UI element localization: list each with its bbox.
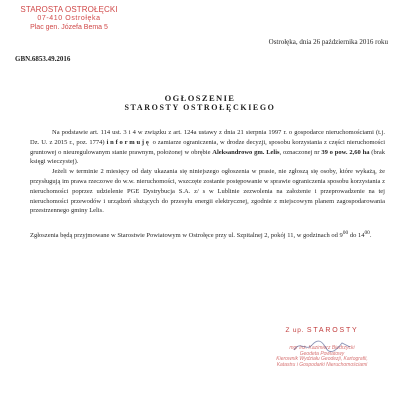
signatory-department-2: Katastru i Gospodarki Nieruchomościami [276, 361, 368, 368]
signatory-role: Geodeta Powiatowy [299, 350, 345, 357]
paragraph-submissions [30, 229, 385, 241]
signature-stamp-title: STAROSTY [306, 327, 359, 334]
hour-end-minutes: 00 [364, 230, 370, 237]
land-register-note: (brak księgi wieczystej). [30, 148, 385, 166]
office-header-stamp [4, 5, 134, 32]
parcel-number-area: 39 o pow. 2,60 ha [321, 148, 370, 156]
stamp-postal-city: 07-410 Ostrołęka [37, 15, 101, 22]
hour-start-minutes: 00 [342, 230, 349, 237]
submissions-text: Zgłoszenia będą przyjmowane w Starostwie Powiatowym w Ostrołęce przy ul. Szpitalnej 2, pokój 11, w godzinach od 9 [30, 232, 343, 240]
signature-stamp-prefix: Z up. [285, 327, 305, 334]
reference-number: GBN.6853.49.2016 [15, 55, 71, 63]
title-line-1: OGŁOSZENIE [164, 93, 236, 103]
document-title [0, 93, 400, 113]
signature-stamp-heading [262, 327, 382, 334]
paragraph-deadline: Jeżeli w terminie 2 miesięcy od daty ukazania się niniejszego ogłoszenia w prasie, nie zgłoszą się osoby, które wykażą, że przysługują im prawa rzeczowe do w.w. nieruchomości, wszczęte zostanie postępowanie w sprawie ograniczenia sposobu korzystania z nieruchomości poprzez udzielenie PGE Dystrybucja S.A. z/ s w Lublinie zezwolenia na założenie i przeprowadzenie na tej nieruchomości przewodów i urządzeń służących do przesyłu energii elektrycznej, zgodnie z miejscowym planem zagospodarowania przestrzennego gminy Lelis. [30, 168, 385, 215]
paragraph-legal-basis [30, 128, 385, 167]
stamp-office-name: STAROSTA OSTROŁĘCKI [20, 5, 118, 14]
title-line-2: STAROSTY OSTROŁĘCKIEGO [124, 103, 276, 112]
place-and-date: Ostrołęka, dnia 26 października 2016 roku [268, 38, 388, 46]
signatory-name: mgr inż. Kazimierz Biedrzycki [289, 345, 355, 351]
document-body [30, 128, 385, 241]
location-name: Aleksandrowo gm. Lelis [212, 148, 280, 156]
hours-connector: do 14 [348, 232, 365, 240]
parcel-label: , oznaczonej nr [279, 148, 320, 156]
handwritten-signature [292, 338, 352, 354]
legal-basis-text: Na podstawie art. 114 ust. 3 i 4 w związku z art. 124a ustawy z dnia 21 sierpnia 1997 r. o gospodarce nieruchomościami (t.j. Dz. U. z 2015 r., poz. 1774) [30, 129, 385, 146]
signatory-department-1: Kierownik Wydziału Geodezji, Kartografii, [276, 356, 368, 363]
submissions-end: . [369, 232, 372, 240]
stamp-street-address: Plac gen. Józefa Bema 5 [30, 24, 108, 31]
informuje-word: informuję [106, 138, 151, 146]
intent-text: o zamiarze ograniczenia, w drodze decyzji, sposobu korzystania z części nieruchomości gruntowej o nieuregulowanym stanie prawnym, położonej w obrębie [30, 138, 386, 156]
